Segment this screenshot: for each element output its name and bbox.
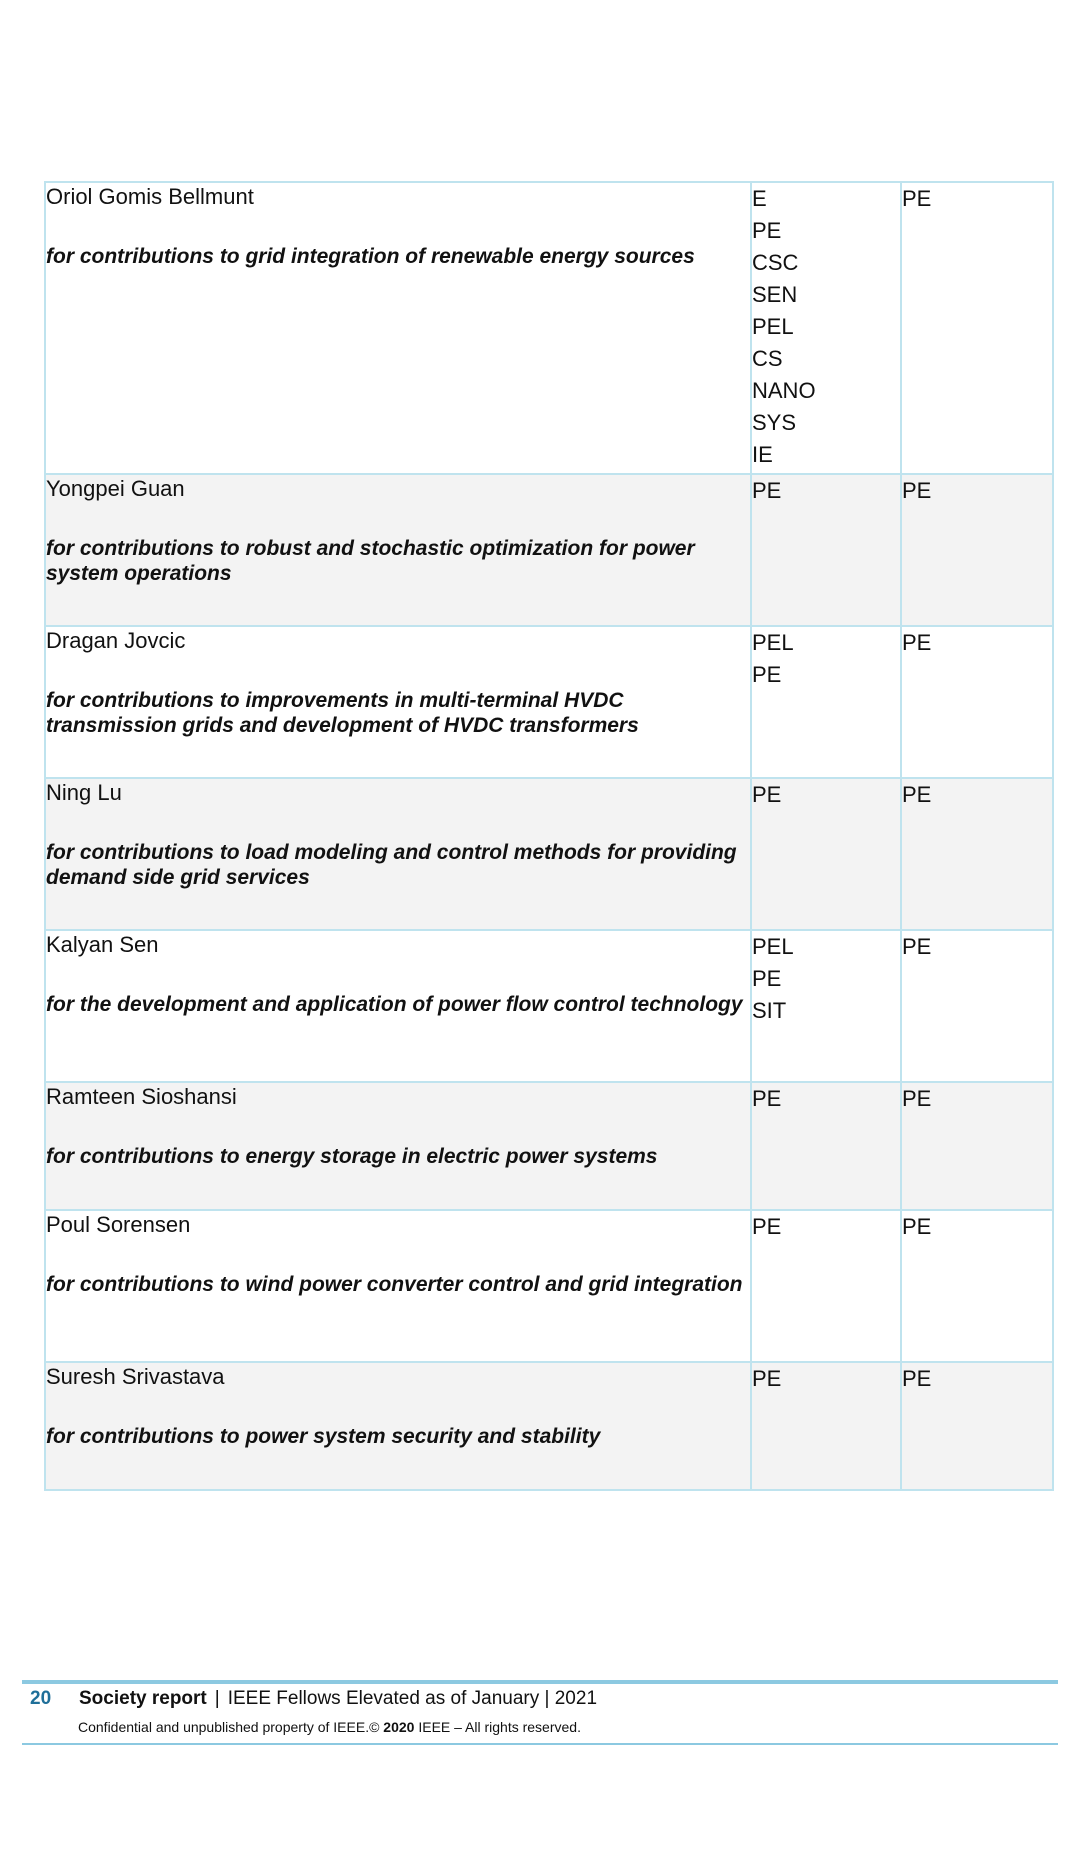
fellow-name: Poul Sorensen <box>46 1212 191 1237</box>
fellow-name: Suresh Srivastava <box>46 1364 225 1389</box>
societies-cell <box>751 626 901 778</box>
fellow-citation: for contributions to improvements in multi-terminal HVDC transmission grids and development of HVDC transformers <box>46 689 639 737</box>
fellow-citation: for contributions to power system security and stability <box>46 1425 601 1448</box>
table-row <box>45 474 1053 626</box>
society-code: PE <box>752 1086 782 1111</box>
confidential-prefix: Confidential and unpublished property of IEEE.© <box>78 1719 384 1735</box>
evaluating-society-cell <box>901 182 1053 474</box>
fellow-cell <box>45 474 751 626</box>
evaluating-society-cell <box>901 930 1053 1082</box>
societies-cell <box>751 1082 901 1210</box>
fellow-cell <box>45 1210 751 1362</box>
confidential-year: 2020 <box>383 1719 415 1735</box>
society-code: SYS <box>752 410 797 435</box>
evaluating-society: PE <box>902 782 932 807</box>
society-code: SIT <box>752 998 787 1023</box>
society-code: NANO <box>752 378 816 403</box>
society-code: CS <box>752 346 783 371</box>
society-code: PE <box>752 662 782 687</box>
confidential-notice <box>78 1719 581 1735</box>
societies-cell <box>751 930 901 1082</box>
footer-divider-bottom <box>22 1743 1058 1745</box>
societies-cell <box>751 778 901 930</box>
fellow-cell <box>45 1362 751 1490</box>
evaluating-society-cell <box>901 1082 1053 1210</box>
page-number: 20 <box>30 1688 52 1709</box>
table-row <box>45 778 1053 930</box>
fellow-cell <box>45 778 751 930</box>
fellow-name: Kalyan Sen <box>46 932 159 957</box>
evaluating-society-cell <box>901 1362 1053 1490</box>
evaluating-society: PE <box>902 1366 932 1391</box>
society-code: PE <box>752 966 782 991</box>
fellow-citation: for contributions to grid integration of renewable energy sources <box>46 245 695 268</box>
evaluating-society: PE <box>902 630 932 655</box>
society-code: PE <box>752 1214 782 1239</box>
fellow-name: Ramteen Sioshansi <box>46 1084 237 1109</box>
evaluating-society: PE <box>902 934 932 959</box>
society-code: PEL <box>752 934 794 959</box>
society-code: PEL <box>752 314 794 339</box>
society-code: PE <box>752 1366 782 1391</box>
society-code: PE <box>752 218 782 243</box>
fellow-cell <box>45 930 751 1082</box>
footer-title <box>79 1688 597 1710</box>
evaluating-society-cell <box>901 626 1053 778</box>
society-code: E <box>752 186 767 211</box>
evaluating-society: PE <box>902 478 932 503</box>
table-row <box>45 1210 1053 1362</box>
society-code: PE <box>752 478 782 503</box>
society-code: SEN <box>752 282 798 307</box>
fellow-name: Dragan Jovcic <box>46 628 186 653</box>
fellow-citation: for contributions to wind power converter control and grid integration <box>46 1273 743 1296</box>
fellow-citation: for contributions to load modeling and control methods for providing demand side grid services <box>46 841 737 889</box>
evaluating-society-cell <box>901 778 1053 930</box>
fellow-citation: for the development and application of power flow control technology <box>46 993 743 1016</box>
societies-cell <box>751 182 901 474</box>
footer-divider-top <box>22 1680 1058 1684</box>
fellow-cell <box>45 1082 751 1210</box>
footer-separator: | <box>214 1688 220 1709</box>
evaluating-society: PE <box>902 1214 932 1239</box>
report-label: Society report <box>79 1688 207 1709</box>
table-row <box>45 182 1053 474</box>
fellow-name: Yongpei Guan <box>46 476 185 501</box>
evaluating-society-cell <box>901 1210 1053 1362</box>
fellow-citation: for contributions to energy storage in electric power systems <box>46 1145 658 1168</box>
society-code: PE <box>752 782 782 807</box>
evaluating-society-cell <box>901 474 1053 626</box>
fellows-table <box>44 181 1054 1491</box>
society-code: CSC <box>752 250 799 275</box>
societies-cell <box>751 1362 901 1490</box>
report-title: IEEE Fellows Elevated as of January | 2021 <box>227 1688 598 1709</box>
table-row <box>45 626 1053 778</box>
societies-cell <box>751 474 901 626</box>
table-row <box>45 1362 1053 1490</box>
society-code: PEL <box>752 630 794 655</box>
societies-cell <box>751 1210 901 1362</box>
fellow-name: Ning Lu <box>46 780 122 805</box>
evaluating-society: PE <box>902 1086 932 1111</box>
fellow-cell <box>45 626 751 778</box>
fellow-cell <box>45 182 751 474</box>
evaluating-society: PE <box>902 186 932 211</box>
table-row <box>45 1082 1053 1210</box>
confidential-suffix: IEEE – All rights reserved. <box>414 1719 581 1735</box>
fellow-citation: for contributions to robust and stochastic optimization for power system operations <box>46 537 695 585</box>
table-row <box>45 930 1053 1082</box>
society-code: IE <box>752 442 773 467</box>
fellow-name: Oriol Gomis Bellmunt <box>46 184 254 209</box>
